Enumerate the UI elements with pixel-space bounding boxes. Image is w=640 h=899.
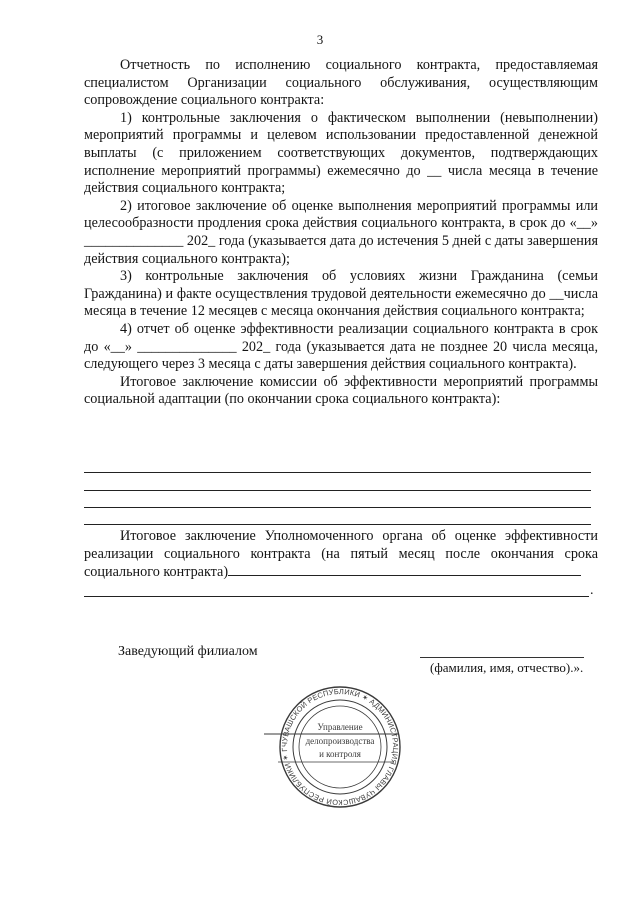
page-number: 3 (316, 32, 324, 47)
signature-line (420, 657, 584, 658)
fill-line (84, 472, 591, 473)
stamp-ring-text: ЧУВАШСКОЙ РЕСПУБЛИКИ ✶ АДМИНИСТРАЦИЯ ГЛАВЫ ЧУВАШСКОЙ РЕСПУБЛИКИ ✶ Г (279, 686, 401, 808)
official-stamp (264, 682, 404, 817)
signature-position: Заведующий филиалом (118, 644, 258, 659)
fill-line (84, 490, 591, 491)
stamp-line-1: Управление (317, 722, 363, 732)
authority-block (84, 528, 598, 582)
commission-conclusion: Итоговое заключение комиссии об эффективности мероприятий программы социальной адаптации (по окончании срока социального контракта): (84, 373, 598, 408)
fill-line (84, 524, 591, 525)
closing-mark: . (590, 583, 594, 598)
fill-line (228, 563, 581, 576)
item-2: 2) итоговое заключение об оценке выполнения мероприятий программы или целесообразности продления срока действия социального контракта, в срок до «__» ______________ 202_ года (указывается дата до истечения 5 дней с даты завершения действия социального контракта); (84, 197, 598, 267)
fio-caption: (фамилия, имя, отчество).». (430, 660, 584, 675)
intro-paragraph: Отчетность по исполнению социального контракта, предоставляемая специалистом Организации социального обслуживания, осуществляющим сопровождение социального контракта: (84, 57, 598, 109)
authority-conclusion (84, 528, 598, 582)
stamp-line-3: и контроля (319, 749, 361, 759)
item-4: 4) отчет об оценке эффективности реализации социального контракта в срок до «__» ______________ 202_ года (указывается дата не позднее 20 числа месяца, следующего через 3 месяца с даты завершения действия социального контракта). (84, 320, 598, 373)
stamp-line-2: делопроизводства (305, 736, 375, 746)
main-text (84, 57, 598, 409)
item-1: 1) контрольные заключения о фактическом выполнении (невыполнении) мероприятий программы и целевом использовании предоставленной денежной выплаты (с приложением соответствующих документов, подтверждающих исполнение мероприятий программы) ежемесячно до __ числа месяца в течение действия социального контракта; (84, 109, 598, 197)
fill-line (84, 596, 589, 597)
authority-conclusion-text: Итоговое заключение Уполномоченного органа об оценке эффективности реализации социального контракта (на пятый месяц после окончания срока социального контракта) (84, 528, 598, 581)
item-3: 3) контрольные заключения об условиях жизни Гражданина (семьи Гражданина) и факте осуществления трудовой деятельности ежемесячно до __числа месяца в течение 12 месяцев с месяца окончания действия социального контракта; (84, 268, 598, 320)
fill-line (84, 507, 591, 508)
